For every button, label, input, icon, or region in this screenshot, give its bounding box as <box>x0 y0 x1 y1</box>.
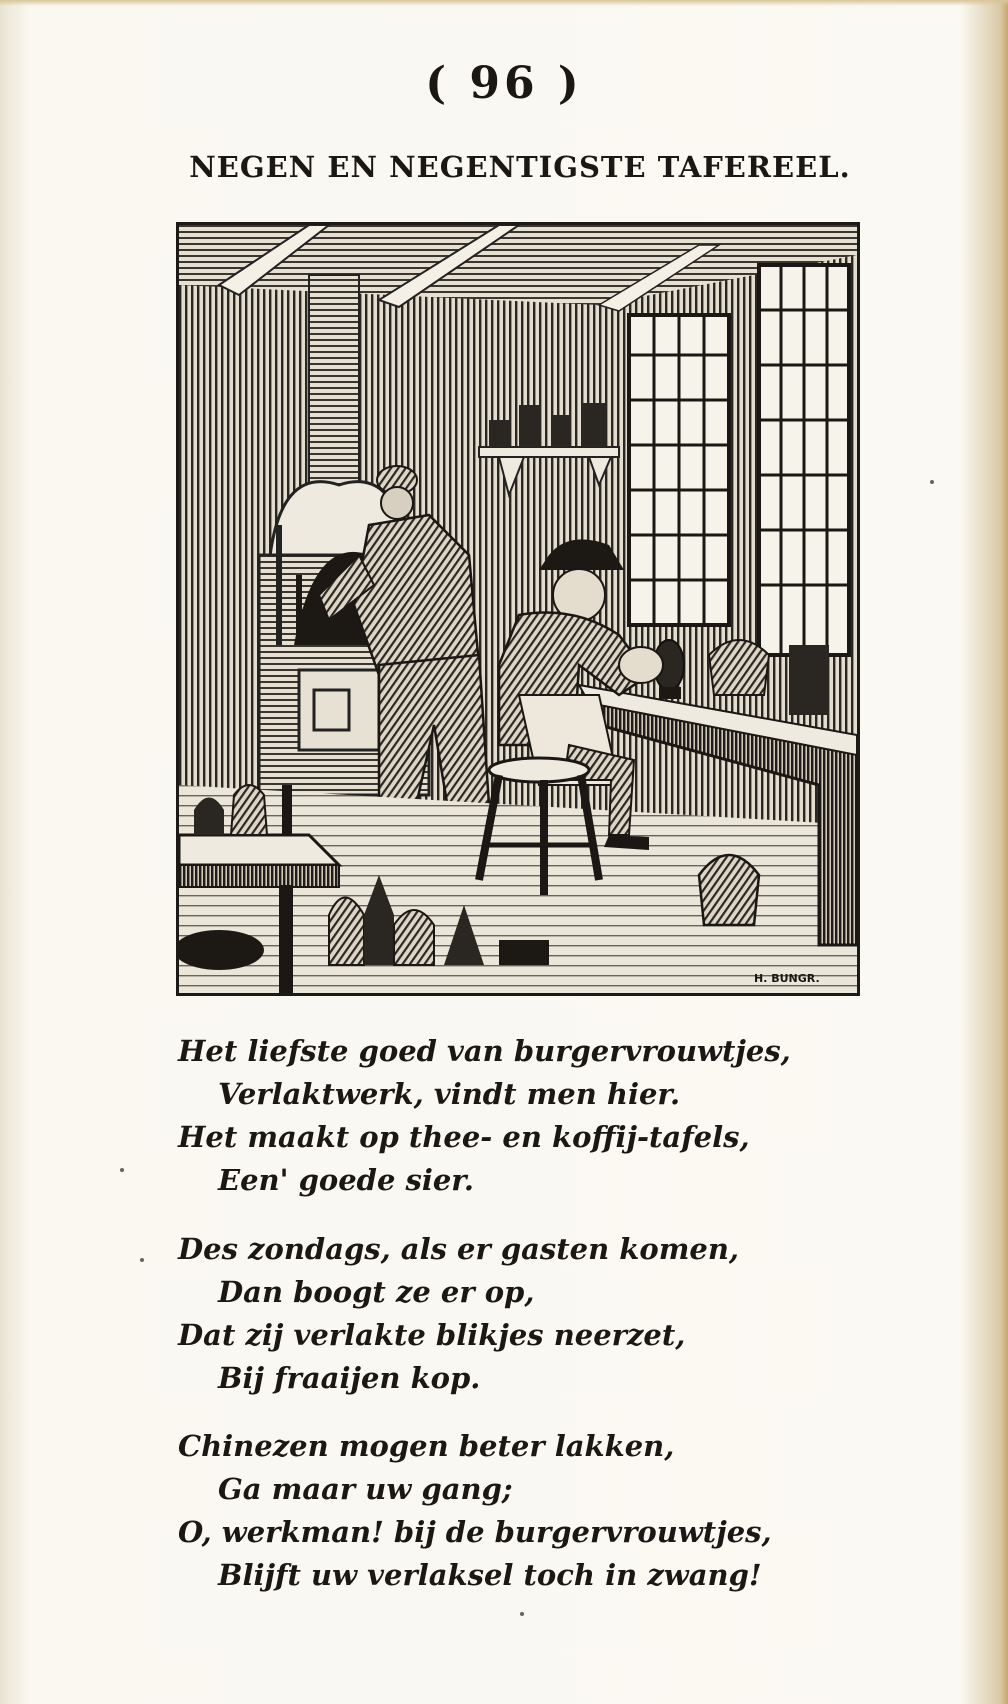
page-number: ( 96 ) <box>425 58 583 109</box>
verse-line: Een' goede sier. <box>218 1163 475 1197</box>
workshop-scene <box>179 225 857 993</box>
plate-heading: NEGEN EN NEGENTIGSTE TAFEREEL. <box>189 150 851 184</box>
chimney <box>309 275 359 485</box>
stanza-1 <box>178 1030 878 1202</box>
paper-speck <box>520 1612 524 1616</box>
verse-line: O, werkman! bij de burgervrouwtjes, <box>178 1515 772 1549</box>
verse-line: Het liefste goed van burgervrouwtjes, <box>178 1034 791 1068</box>
stanza-2 <box>178 1228 878 1400</box>
verse-line: Bij fraaijen kop. <box>218 1361 481 1395</box>
verse-line: Dat zij verlakte blikjes neerzet, <box>178 1318 686 1352</box>
verse-line: Ga maar uw gang; <box>218 1472 513 1506</box>
shelf <box>479 447 619 457</box>
paper-speck <box>140 1258 144 1262</box>
paper-speck <box>120 1168 124 1172</box>
stanza-3 <box>178 1425 878 1597</box>
verse-line: Blijft uw verlaksel toch in zwang! <box>218 1558 762 1592</box>
verse-line: Chinezen mogen beter lakken, <box>178 1429 675 1463</box>
page-edge <box>0 0 1008 6</box>
woodcut-illustration <box>176 222 860 996</box>
verse-line: Verlaktwerk, vindt men hier. <box>218 1077 681 1111</box>
engraver-signature: H. BUNGR. <box>754 972 820 985</box>
verse-line: Des zondags, als er gasten komen, <box>178 1232 740 1266</box>
verse-line: Het maakt op thee- en koffij-tafels, <box>178 1120 750 1154</box>
paper-speck <box>930 480 934 484</box>
verse-line: Dan boogt ze er op, <box>218 1275 535 1309</box>
window-left <box>629 315 729 625</box>
window-right <box>759 265 849 655</box>
